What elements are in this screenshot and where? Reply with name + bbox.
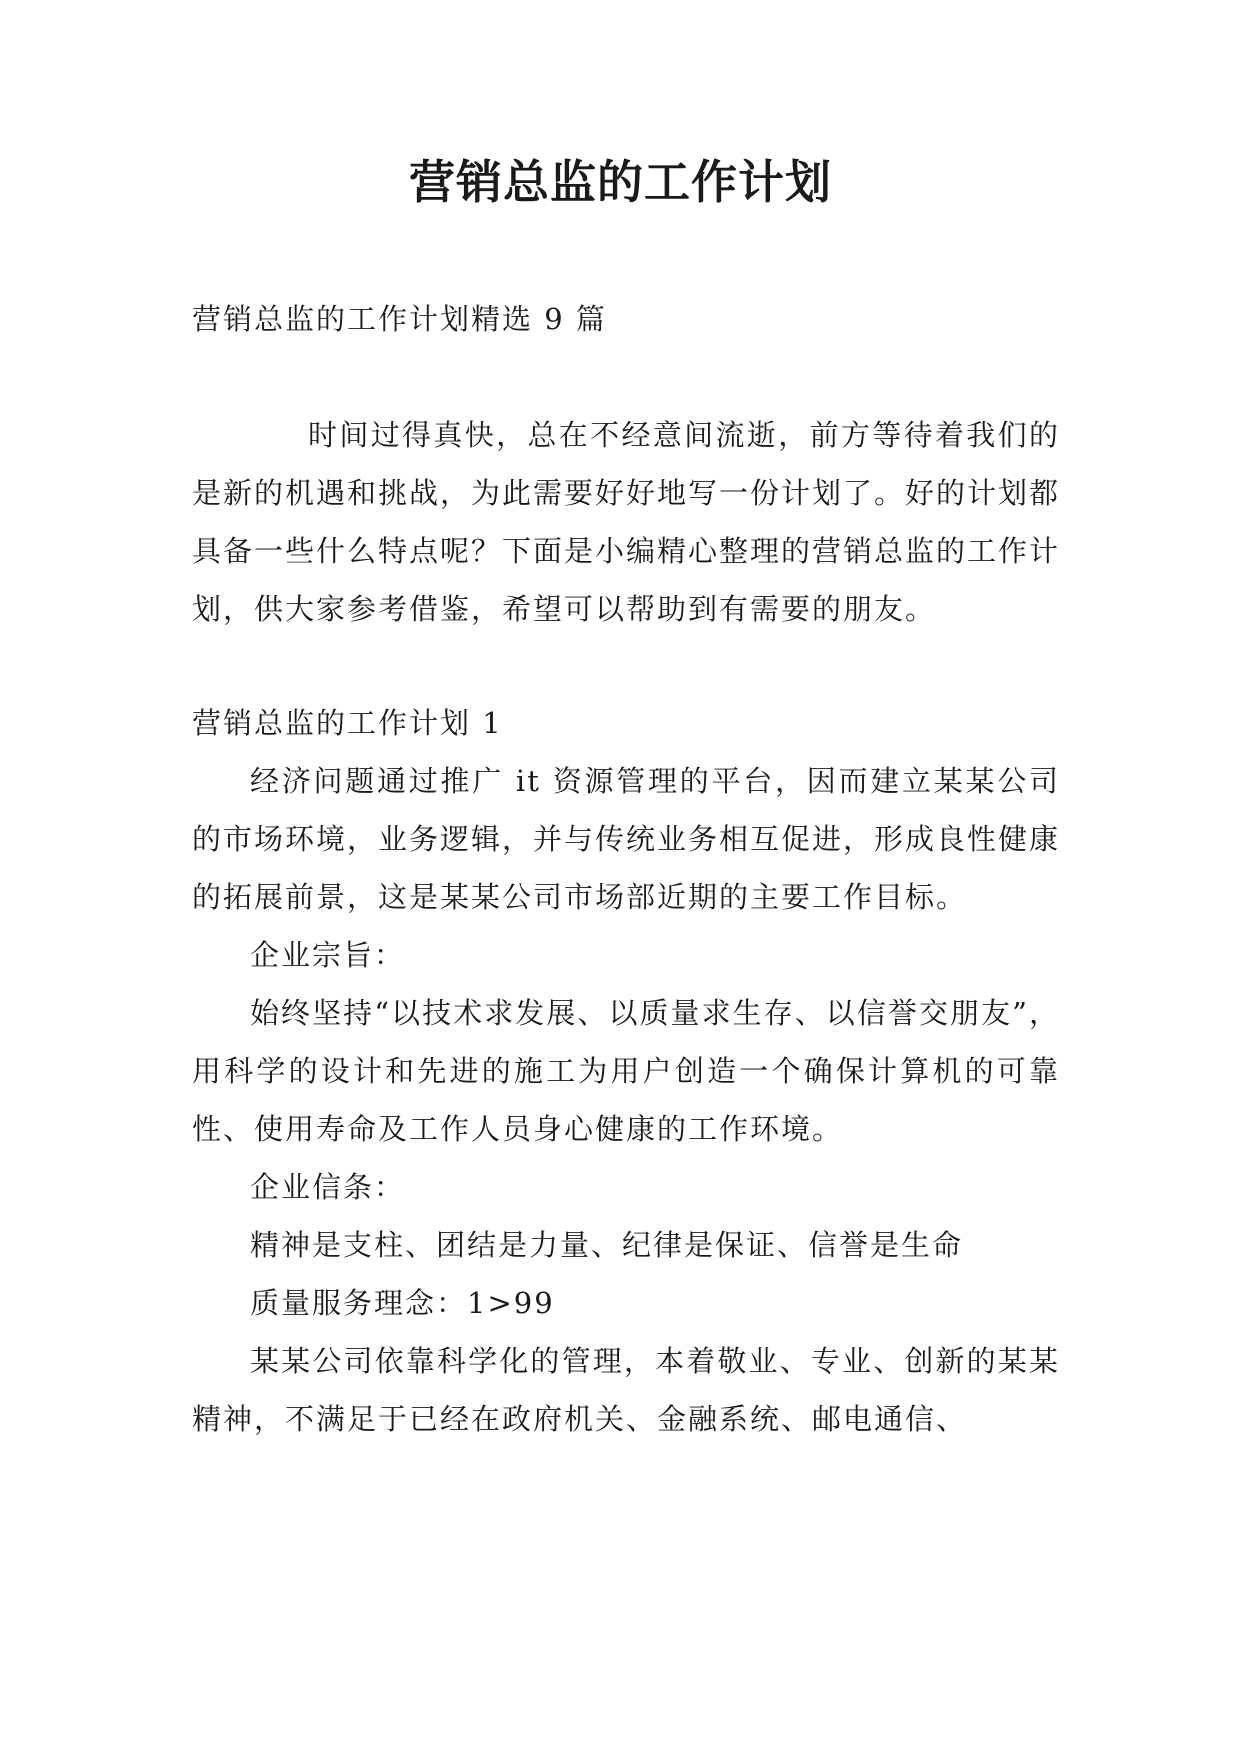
document-title: 营销总监的工作计划 (409, 155, 832, 209)
body-paragraph: 企业信条： (250, 1170, 406, 1204)
body-paragraph: 企业宗旨： (250, 938, 406, 972)
spacer (192, 348, 1060, 406)
document-subtitle: 营销总监的工作计划精选 9 篇 (192, 302, 607, 336)
body-paragraph: 某某公司依靠科学化的管理，本着敬业、专业、创新的某某精神，不满足于已经在政府机关、金融系统、邮电通信、 (192, 1344, 1060, 1436)
intro-paragraph: 时间过得真快，总在不经意间流逝，前方等待着我们的是新的机遇和挑战，为此需要好好地写一份计划了。好的计划都具备一些什么特点呢？下面是小编精心整理的营销总监的工作计划，供大家参考借鉴，希望可以帮助到有需要的朋友。 (192, 418, 1061, 626)
body-paragraph: 始终坚持“以技术求发展、以质量求生存、以信誉交朋友”，用科学的设计和先进的施工为用户创造一个确保计算机的可靠性、使用寿命及工作人员身心健康的工作环境。 (192, 996, 1060, 1146)
spacer (192, 638, 1060, 694)
body-paragraph: 质量服务理念：1>99 (250, 1286, 555, 1320)
section-heading: 营销总监的工作计划 1 (192, 706, 503, 740)
body-paragraph: 经济问题通过推广 it 资源管理的平台，因而建立某某公司的市场环境，业务逻辑，并与传统业务相互促进，形成良性健康的拓展前景，这是某某公司市场部近期的主要工作目标。 (192, 764, 1061, 914)
body-paragraph: 精神是支柱、团结是力量、纪律是保证、信誉是生命 (250, 1228, 964, 1262)
document-body (192, 290, 1060, 1448)
